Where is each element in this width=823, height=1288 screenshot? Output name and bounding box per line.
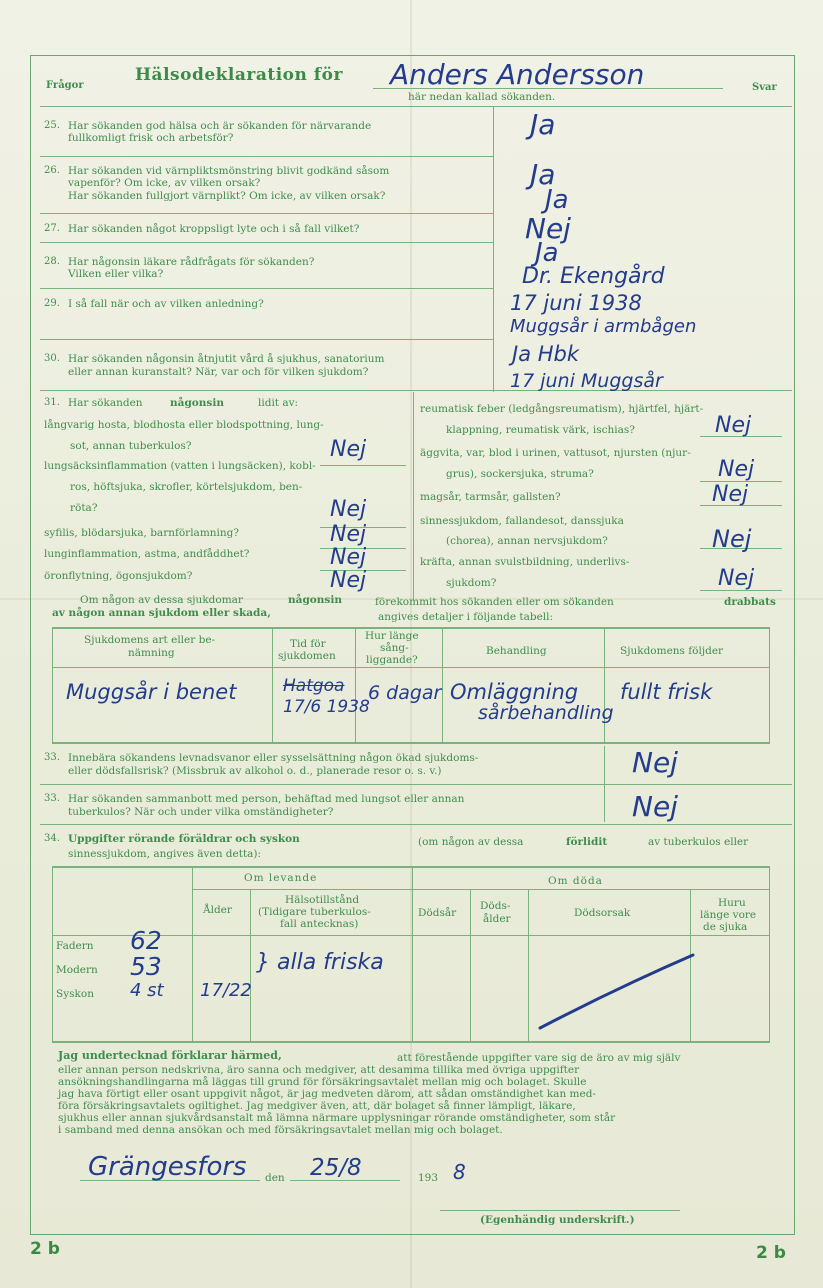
hw-q31-left-3: Nej	[330, 522, 367, 547]
q31-intro: Har sökanden	[68, 397, 143, 409]
q27-number: 27.	[44, 223, 60, 234]
hw-q34: Nej	[632, 790, 678, 823]
q34-text: Har sökanden sammanbott med person, behäftad med lungsot eller annan	[68, 793, 465, 805]
q31-left-3: syfilis, blödarsjuka, barnförlamning?	[44, 527, 240, 539]
t32-header-art: nämning	[128, 647, 175, 659]
t32-header-behandling: Behandling	[486, 645, 547, 657]
hw-place: Grängesfors	[88, 1152, 247, 1182]
t32-header-lange: Hur länge	[365, 630, 419, 642]
hw-q30b: 17 juni Muggsår	[510, 370, 663, 392]
hw-q29b: Muggsår i armbågen	[510, 316, 697, 337]
den-label: den	[265, 1172, 285, 1184]
q31-left-4: lunginflammation, astma, andfåddhet?	[44, 548, 250, 560]
q30-text: Har sökanden någonsin åtnjutit vård å sjukhus, sanatorium	[68, 353, 385, 365]
t32-header-lange: liggande?	[366, 654, 418, 666]
q31-right-1: klappning, reumatisk värk, ischias?	[446, 424, 635, 436]
t32-header-tid: Tid för	[290, 638, 326, 650]
t34-levande: Om levande	[244, 872, 318, 884]
q30-text: eller annan kuranstalt? När, var och för vilken sjukdom?	[68, 366, 369, 378]
hw-t32-lange: 6 dagar	[368, 682, 442, 704]
hw-syskon: 4 st	[130, 980, 164, 1001]
q31-right-4: (chorea), annan nervsjukdom?	[446, 535, 608, 547]
hw-q31-left-2: Nej	[330, 497, 367, 522]
hw-q31-left-5: Nej	[330, 568, 367, 593]
hw-q30a: Ja Hbk	[512, 342, 580, 366]
hw-q31-right-4: Nej	[712, 525, 752, 553]
hw-q25: Ja	[530, 108, 556, 141]
hw-q31-right-5: Nej	[718, 566, 755, 591]
q35-intro: (om någon av dessa	[418, 836, 524, 848]
t32-header-foljder: Sjukdomens följder	[620, 645, 724, 657]
q31-right-5: sjukdom?	[446, 577, 497, 589]
hw-q26b: Ja	[545, 185, 569, 215]
t34-alder: Ålder	[203, 904, 232, 916]
t34-huru: de sjuka	[703, 921, 748, 933]
svar-label: Svar	[752, 82, 777, 93]
q25-text: fullkomligt frisk och arbetsför?	[68, 132, 234, 144]
hw-halso: } alla friska	[256, 950, 384, 975]
q33-text: Innebära sökandens levnadsvanor eller sysselsättning någon ökad sjukdoms-	[68, 752, 479, 764]
signature-caption: (Egenhändig underskrift.)	[480, 1214, 635, 1226]
t34-fadern: Fadern	[56, 940, 94, 952]
q31-intro: lidit av:	[258, 397, 299, 409]
t34-modern: Modern	[56, 964, 98, 976]
q31-number: 31.	[44, 397, 60, 408]
declaration-text: ansökningshandlingarna må läggas till grund för försäkringsavtalet mellan mig och bolaget. Skulle	[58, 1076, 587, 1088]
t34-halso: fall antecknas)	[280, 918, 359, 930]
hw-fadern: 62	[130, 926, 162, 955]
q31-left-2: röta?	[70, 502, 98, 514]
q31-right-1: reumatisk feber (ledgångsreumatism), hjärtfel, hjärt-	[420, 403, 704, 415]
q35-intro-emph: förlidit	[566, 836, 608, 848]
hw-q33: Nej	[632, 746, 678, 779]
t34-dodsalder: ålder	[483, 913, 511, 925]
hw-year: 8	[453, 1160, 466, 1184]
q30-number: 30.	[44, 353, 60, 364]
q32-intro-emph: någonsin	[288, 594, 342, 606]
q33-number: 33.	[44, 752, 60, 763]
q31-left-5: öronflytning, ögonsjukdom?	[44, 570, 193, 582]
hw-name: Anders Andersson	[390, 58, 645, 91]
q34-text: tuberkulos? När och under vilka omständigheter?	[68, 806, 334, 818]
q26-text: vapenför? Om icke, av vilken orsak?	[68, 177, 261, 189]
q31-left-1: sot, annan tuberkulos?	[70, 440, 192, 452]
q28-text: Har någonsin läkare rådfrågats för sökanden?	[68, 256, 315, 268]
q35-intro-emph: Uppgifter rörande föräldrar och syskon	[68, 833, 300, 845]
q25-number: 25.	[44, 120, 60, 131]
t34-huru: länge vore	[700, 909, 757, 921]
q29-text: I så fall när och av vilken anledning?	[68, 298, 264, 310]
q29-number: 29.	[44, 298, 60, 309]
page-label-right: 2 b	[756, 1243, 786, 1263]
declaration-text: att förestående uppgifter vare sig de äro av mig själv	[397, 1052, 681, 1064]
declaration-text: sjukhus eller annan sjukvårdsanstalt må lämna närmare upplysningar rörande omständigheter, som står	[58, 1112, 616, 1124]
hw-q28a: Ja	[535, 238, 559, 268]
t32-header-lange: sång-	[380, 642, 409, 654]
q28-text: Vilken eller vilka?	[68, 268, 164, 280]
q31-right-3: magsår, tarmsår, gallsten?	[420, 491, 561, 503]
form-title: Hälsodeklaration för	[135, 65, 343, 85]
t34-halso: (Tidigare tuberkulos-	[258, 906, 371, 918]
hw-t32-foljder: fullt frisk	[620, 680, 713, 704]
hw-syskon-age: 17/22	[200, 980, 252, 1001]
hw-q31-right-2: Nej	[718, 457, 755, 482]
q32-intro: förekommit hos sökanden eller om sökanden	[375, 596, 614, 608]
hw-q31-right-3: Nej	[712, 482, 749, 507]
hw-t32-beh-b: sårbehandling	[478, 702, 614, 724]
q26-text: Har sökanden fullgjort värnplikt? Om icke, av vilken orsak?	[68, 190, 386, 202]
hw-q31-right-1: Nej	[715, 413, 752, 438]
q32-intro-emph: drabbats	[724, 596, 776, 608]
q26-text: Har sökanden vid värnpliktsmönstring blivit godkänd såsom	[68, 165, 390, 177]
q32-intro: angives detaljer i följande tabell:	[378, 611, 554, 623]
q32-intro: Om någon av dessa sjukdomar	[80, 594, 243, 606]
declaration-text: eller annan person nedskrivna, äro sanna och medgiver, att desamma tillika med övriga uppgifter	[58, 1064, 580, 1076]
hw-q27: Nej	[525, 212, 571, 245]
hw-modern: 53	[130, 952, 162, 981]
hw-date: 25/8	[310, 1155, 362, 1181]
q31-right-4: sinnessjukdom, fallandesot, danssjuka	[420, 515, 624, 527]
hw-q26a: Ja	[530, 158, 556, 191]
q31-left-1: långvarig hosta, blodhosta eller blodspottning, lung-	[44, 419, 324, 431]
t34-doda: Om döda	[548, 875, 603, 887]
q31-right-2: äggvita, var, blod i urinen, vattusot, njursten (njur-	[420, 447, 691, 459]
t34-dodsalder: Döds-	[480, 900, 511, 912]
hw-t32-tid: 17/6 1938	[283, 697, 370, 717]
declaration-lead: Jag undertecknad förklarar härmed,	[58, 1049, 282, 1062]
signature-line	[440, 1210, 680, 1211]
hw-t32-beh-a: Omläggning	[450, 680, 579, 704]
hw-q29a: 17 juni 1938	[510, 291, 642, 315]
q31-left-2: lungsäcksinflammation (vatten i lungsäcken), kobl-	[44, 460, 316, 472]
q34-number: 33.	[44, 793, 60, 804]
t32-header-art: Sjukdomens art eller be-	[84, 634, 216, 646]
declaration-text: i samband med denna ansökan och med försäkringsavtalet mellan mig och bolaget.	[58, 1124, 503, 1136]
q33-text: eller dödsfallsrisk? (Missbruk av alkohol o. d., planerade resor o. s. v.)	[68, 765, 442, 777]
year-prefix: 193	[418, 1172, 439, 1184]
page-label-left: 2 b	[30, 1239, 60, 1259]
declaration-text: föra försäkringsavtalets ogiltighet. Jag medgiver även, att, där bolaget så finner lämpligt, läkare,	[58, 1100, 576, 1112]
hw-t32-art: Muggsår i benet	[66, 680, 237, 704]
q35-intro: sinnessjukdom, angives även detta):	[68, 848, 262, 860]
declaration-text: jag hava förtigt eller osant uppgivit något, är jag medveten därom, att sådan omständighet kan med-	[58, 1088, 596, 1100]
q35-intro: av tuberkulos eller	[648, 836, 749, 848]
t32-header-tid: sjukdomen	[278, 650, 336, 662]
q27-text: Har sökanden något kroppsligt lyte och i så fall vilket?	[68, 223, 360, 235]
t34-dodsorsak: Dödsorsak	[574, 907, 631, 919]
t34-huru: Huru	[718, 897, 746, 909]
q31-intro-emph: någonsin	[170, 397, 224, 409]
hw-t32-tid-struck: Hatgoa	[283, 676, 345, 696]
q28-number: 28.	[44, 256, 60, 267]
hw-q31-left-1: Nej	[330, 437, 367, 462]
t34-halso: Hälsotillstånd	[285, 894, 360, 906]
q26-number: 26.	[44, 165, 60, 176]
fragor-label: Frågor	[46, 80, 84, 91]
q25-text: Har sökanden god hälsa och är sökanden för närvarande	[68, 120, 372, 132]
q31-right-2: grus), sockersjuka, struma?	[446, 468, 594, 480]
subtitle: här nedan kallad sökanden.	[408, 91, 556, 103]
hw-q31-left-4: Nej	[330, 545, 367, 570]
t34-dodsar: Dödsår	[418, 907, 457, 919]
hw-q28b: Dr. Ekengård	[522, 264, 665, 289]
t34-syskon: Syskon	[56, 988, 94, 1000]
q31-right-5: kräfta, annan svulstbildning, underlivs-	[420, 556, 630, 568]
q32-intro-emph: av någon annan sjukdom eller skada,	[52, 607, 271, 619]
q31-left-2: ros, höftsjuka, skrofler, körtelsjukdom, ben-	[70, 481, 303, 493]
q35-number: 34.	[44, 833, 60, 844]
